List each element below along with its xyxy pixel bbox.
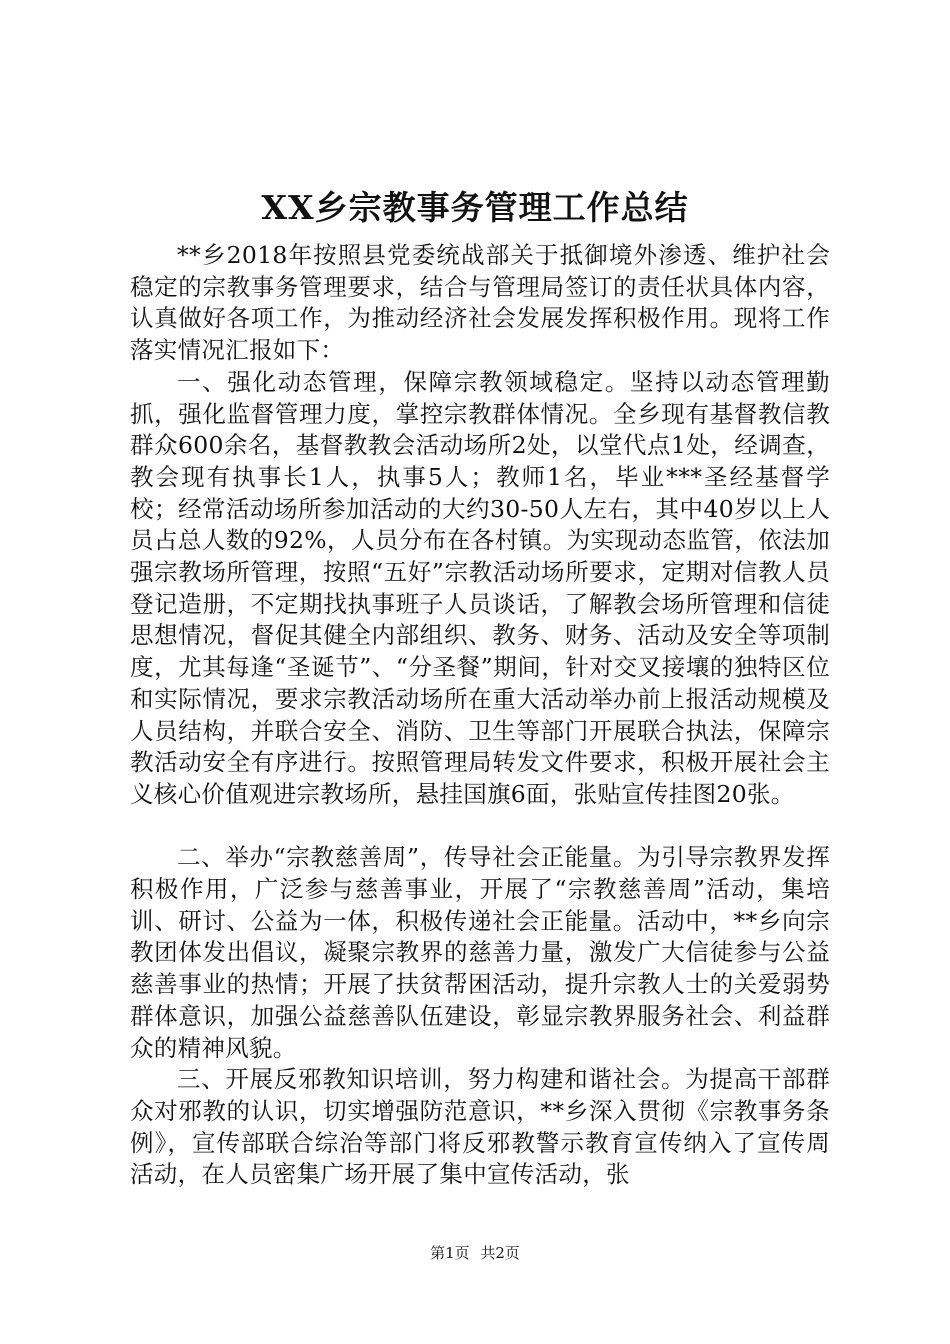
document-title: XX乡宗教事务管理工作总结 <box>261 188 689 227</box>
document-body <box>130 240 830 1191</box>
paragraph-section-2: 二、举办“宗教慈善周”，传导社会正能量。为引导宗教界发挥积极作用，广泛参与慈善事业，开展了“宗教慈善周”活动，集培训、研讨、公益为一体，积极传递社会正能量。活动中，**乡向宗教团体发出倡议，凝聚宗教界的慈善力量，激发广大信徒参与公益慈善事业的热情；开展了扶贫帮困活动，提升宗教人士的关爱弱势群体意识，加强公益慈善队伍建设，彰显宗教界服务社会、利益群众的精神风貌。 <box>130 843 830 1062</box>
paragraph-section-1: 一、强化动态管理，保障宗教领域稳定。坚持以动态管理勤抓，强化监督管理力度，掌控宗教群体情况。全乡现有基督教信教群众600余名，基督教教会活动场所2处，以堂代点1处，经调查，教会现有执事长1人，执事5人；教师1名，毕业***圣经基督学校；经常活动场所参加活动的大约30-50人左右，其中40岁以上人员占总人数的92%，人员分布在各村镇。为实现动态监管，依法加强宗教场所管理，按照“五好”宗教活动场所要求，定期对信教人员登记造册，不定期找执事班子人员谈话，了解教会场所管理和信徒思想情况，督促其健全内部组织、教务、财务、活动及安全等项制度，尤其每逢“圣诞节”、“分圣餐”期间，针对交叉接壤的独特区位和实际情况，要求宗教活动场所在重大活动举办前上报活动规模及人员结构，并联合安全、消防、卫生等部门开展联合执法，保障宗教活动安全有序进行。按照管理局转发文件要求，积极开展社会主义核心价值观进宗教场所，悬挂国旗6面，张贴宣传挂图20张。 <box>130 367 830 808</box>
paragraph-section-3: 三、开展反邪教知识培训，努力构建和谐社会。为提高干部群众对邪教的认识，切实增强防范意识，**乡深入贯彻《宗教事务条例》，宣传部联合综治等部门将反邪教警示教育宣传纳入了宣传周活动，在人员密集广场开展了集中宣传活动，张 <box>130 1065 830 1189</box>
page-footer: 第1页 共2页 <box>430 1244 520 1262</box>
paragraph-intro: **乡2018年按照县党委统战部关于抵御境外渗透、维护社会稳定的宗教事务管理要求，结合与管理局签订的责任状具体内容，认真做好各项工作，为推动经济社会发展发挥积极作用。现将工作落实情况汇报如下： <box>130 241 830 365</box>
